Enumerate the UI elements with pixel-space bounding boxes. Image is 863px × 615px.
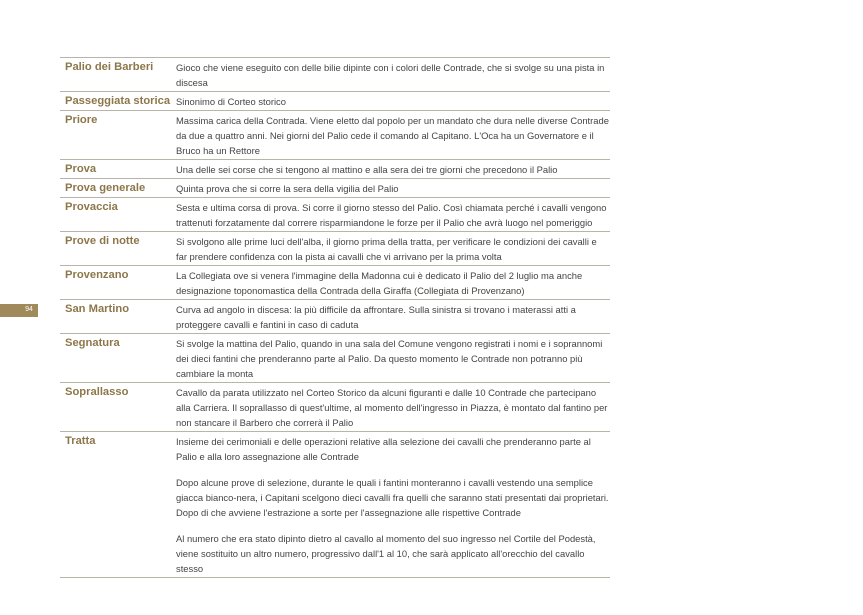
glossary-definition (176, 162, 610, 177)
glossary-definition (176, 385, 610, 430)
glossary-definition (176, 234, 610, 264)
glossary-entry (60, 92, 610, 111)
glossary-definition (176, 268, 610, 298)
glossary-entry (60, 160, 610, 179)
glossary-definition (176, 302, 610, 332)
glossary-entry (60, 179, 610, 198)
definition-paragraph: Sinonimo di Corteo storico (176, 96, 286, 107)
glossary-table (60, 57, 610, 578)
glossary-term: Palio dei Barberi (65, 61, 154, 73)
definition-paragraph: Sesta e ultima corsa di prova. Si corre il giorno stesso del Palio. Così chiamata perché i cavalli vengono trattenuti forzatamente dal correre risparmiandone le forze per il Palio che avrà luogo nel pomeriggio (176, 202, 607, 228)
glossary-term: Passeggiata storica (65, 95, 171, 107)
definition-paragraph: Massima carica della Contrada. Viene eletto dal popolo per un mandato che dura nelle diverse Contrade da due a quattro anni. Nei giorni del Palio cede il comando al Capitano. L'Oca ha un Governatore e il Bruco ha un Rettore (176, 115, 609, 156)
glossary-definition (176, 336, 610, 381)
glossary-term: Provenzano (65, 269, 129, 281)
glossary-entry (60, 232, 610, 266)
definition-paragraph: Si svolgono alle prime luci dell'alba, il giorno prima della tratta, per verificare le condizioni dei cavalli e far prendere confidenza con la pista ai cavalli che vi arrivano per la prima volta (176, 236, 597, 262)
glossary-term: Soprallasso (65, 386, 129, 398)
glossary-entry (60, 432, 610, 578)
glossary-term: Segnatura (65, 337, 120, 349)
glossary-term: Tratta (65, 435, 96, 447)
definition-paragraph: La Collegiata ove si venera l'immagine della Madonna cui è dedicato il Palio del 2 luglio ma anche designazione toponomastica della Contrada della Giraffa (Collegiata di Provenzano) (176, 270, 583, 296)
glossary-entry (60, 300, 610, 334)
glossary-term: Priore (65, 114, 98, 126)
definition-paragraph: Al numero che era stato dipinto dietro al cavallo al momento del suo ingresso nel Cortile del Podestà, viene sostituito un altro numero, progressivo dall'1 al 10, che sarà applicato all'orecchio del cavallo stesso (176, 533, 596, 574)
definition-paragraph: Cavallo da parata utilizzato nel Corteo Storico da alcuni figuranti e dalle 10 Contrade che partecipano alla Carriera. Il soprallasso di quest'ultime, al momento dell'ingresso in Piazza, è montato dal fantino per non stancare il Barbero che correrà il Palio (176, 387, 608, 428)
glossary-term: Provaccia (65, 201, 118, 213)
page-number: 94 (25, 306, 33, 313)
definition-paragraph: Una delle sei corse che si tengono al mattino e alla sera dei tre giorni che precedono il Palio (176, 164, 558, 175)
glossary-definition (176, 60, 610, 90)
glossary-definition (176, 434, 610, 576)
definition-paragraph: Curva ad angolo in discesa: la più difficile da affrontare. Sulla sinistra si trovano i materassi atti a proteggere cavalli e fantini in caso di caduta (176, 304, 576, 330)
glossary-term: Prova generale (65, 182, 146, 194)
glossary-term: San Martino (65, 303, 130, 315)
glossary-definition (176, 113, 610, 158)
definition-paragraph: Quinta prova che si corre la sera della vigilia del Palio (176, 183, 399, 194)
glossary-entry (60, 111, 610, 160)
definition-paragraph: Insieme dei cerimoniali e delle operazioni relative alla selezione dei cavalli che prenderanno parte al Palio e alla loro assegnazione alle Contrade (176, 436, 591, 462)
glossary-definition (176, 200, 610, 230)
glossary-entry (60, 58, 610, 92)
glossary-entry (60, 198, 610, 232)
definition-paragraph: Gioco che viene eseguito con delle bilie dipinte con i colori delle Contrade, che si svolge su una pista in discesa (176, 62, 605, 88)
glossary-entry (60, 334, 610, 383)
definition-paragraph: Si svolge la mattina del Palio, quando in una sala del Comune vengono registrati i nomi e i soprannomi dei dieci fantini che prenderanno parte al Palio. Da questo momento le Contrade non potranno più cambiare la monta (176, 338, 603, 379)
glossary-definition (176, 181, 610, 196)
glossary-entry (60, 383, 610, 432)
glossary-entry (60, 266, 610, 300)
glossary-definition (176, 94, 610, 109)
glossary-term: Prove di notte (65, 235, 140, 247)
definition-paragraph: Dopo alcune prove di selezione, durante le quali i fantini monteranno i cavalli vestendo una semplice giacca bianco-nera, i Capitani scelgono dieci cavalli fra quelli che saranno stati presentati dai proprietari. Dopo di che avviene l'estrazione a sorte per l'assegnazione alle rispettive Contrade (176, 477, 609, 518)
glossary-term: Prova (65, 163, 97, 175)
